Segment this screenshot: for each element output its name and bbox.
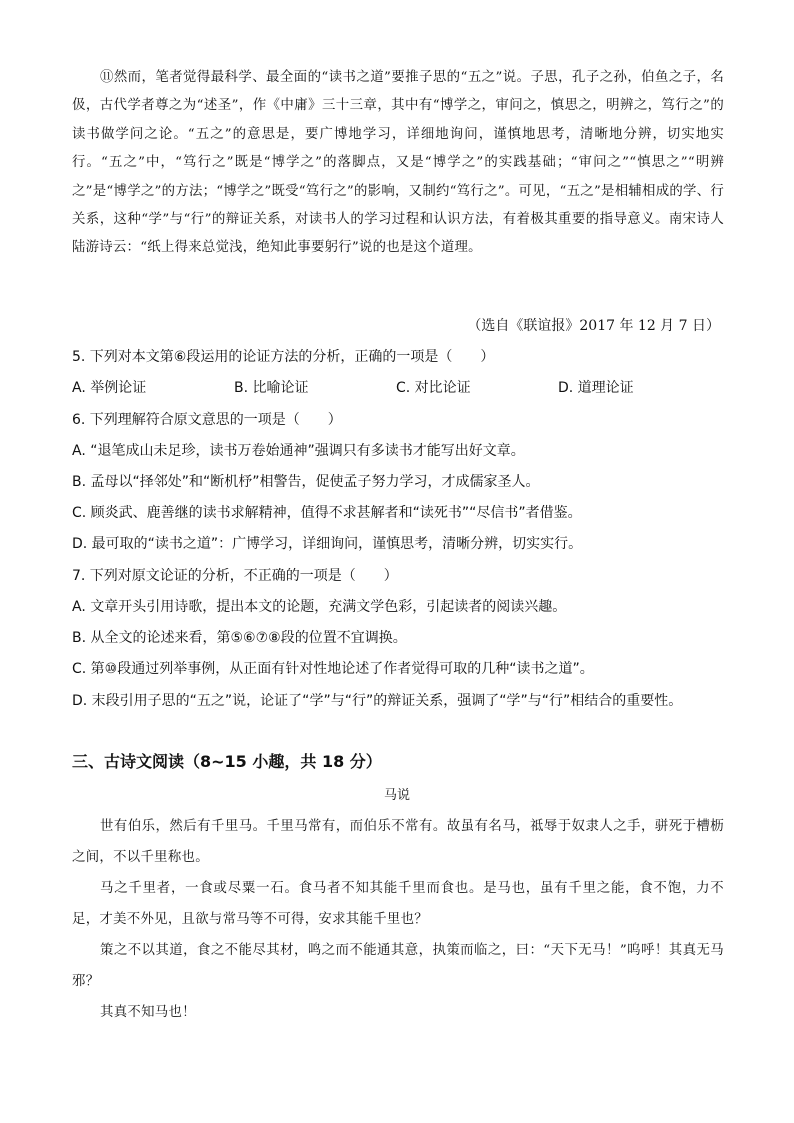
section-3-title: 三、古诗文阅读（8~15 小趣，共 18 分） xyxy=(72,752,382,771)
classical-text-title: 马说 xyxy=(383,788,410,803)
classical-text-paragraph-2: 马之千里者，一食或尽粟一石。食马者不知其能千里而食也。是马也，虽有千里之能，食不饱，力不足，才美不外见，且欲与常马等不可得，安求其能千里也？ xyxy=(72,881,724,927)
question-7-option-d[interactable]: D. 末段引用子思的“五之”说，论证了“学”与“行”的辩证关系，强调了“学”与“行”相结合的重要性。 xyxy=(72,693,683,709)
question-7-option-c[interactable]: C. 第⑩段通过列举事例，从正面有针对性地论述了作者觉得可取的几种“读书之道”。 xyxy=(72,661,594,677)
question-5-option-b[interactable]: B. 比喻论证 xyxy=(234,380,309,396)
question-6-option-d[interactable]: D. 最可取的“读书之道”：广博学习，详细询问，谨慎思考，清晰分辨，切实实行。 xyxy=(72,536,583,552)
question-5-options xyxy=(72,373,728,404)
classical-text-paragraph-1: 世有伯乐，然后有千里马。千里马常有，而伯乐不常有。故虽有名马，祗辱于奴隶人之手，骈死于槽枥之间，不以千里称也。 xyxy=(72,819,724,865)
question-5-option-c[interactable]: C. 对比论证 xyxy=(396,380,471,396)
classical-text-paragraph-3: 策之不以其道，食之不能尽其材，鸣之而不能通其意，执策而临之，曰：“天下无马！”呜呼！其真无马邪？ xyxy=(72,943,724,989)
question-6-option-c[interactable]: C. 顾炎武、鹿善继的读书求解精神，值得不求甚解者和“读死书”“尽信书”者借鉴。 xyxy=(72,505,582,521)
question-5-option-d[interactable]: D. 道理论证 xyxy=(558,380,634,396)
question-6-option-b[interactable]: B. 孟母以“择邻处”和“断机杼”相警告，促使孟子努力学习，才成儒家圣人。 xyxy=(72,474,540,490)
question-6-option-a[interactable]: A. “退笔成山未足珍，读书万卷始通神”强调只有多读书才能写出好文章。 xyxy=(72,443,525,459)
classical-text-paragraph-4: 其真不知马也！ xyxy=(100,1005,196,1020)
question-5-stem: 5. 下列对本文第⑥段运用的论证方法的分析，正确的一项是（ ） xyxy=(72,349,495,365)
question-5-option-a[interactable]: A. 举例论证 xyxy=(72,380,147,396)
question-6-stem: 6. 下列理解符合原文意思的一项是（ ） xyxy=(72,412,342,428)
question-7-stem: 7. 下列对原文论证的分析，不正确的一项是（ ） xyxy=(72,568,398,584)
question-7-option-b[interactable]: B. 从全文的论述来看，第⑤⑥⑦⑧段的位置不宜调换。 xyxy=(72,630,407,646)
passage-paragraph-11: ⑪然而，笔者觉得最科学、最全面的“读书之道”要推子思的“五之”说。子思，孔子之孙，伯鱼之子，名伋，古代学者尊之为“述圣”，作《中庸》三十三章，其中有“博学之，审问之，慎思之，明辨之，笃行之”的读书做学问之论。“五之”的意思是，要广博地学习，详细地询问，谨慎地思考，清晰地分辨，切实地实行。“五之”中，“笃行之”既是“博学之”的落脚点，又是“博学之”的实践基础；“审问之”“慎思之”“明辨之”是“博学之”的方法；“博学之”既受“笃行之”的影响，又制约“笃行之”。可见，“五之”是相辅相成的学、行关系，这种“学”与“行”的辩证关系，对读书人的学习过程和认识方法，有着极其重要的指导意义。南宋诗人陆游诗云：“纸上得来总觉浅，绝知此事要躬行”说的也是这个道理。 xyxy=(72,70,724,256)
passage-source: （选自《联谊报》2017 年 12 月 7 日） xyxy=(467,318,720,334)
question-7-option-a[interactable]: A. 文章开头引用诗歌，提出本文的论题，充满文学色彩，引起读者的阅读兴趣。 xyxy=(72,599,567,615)
